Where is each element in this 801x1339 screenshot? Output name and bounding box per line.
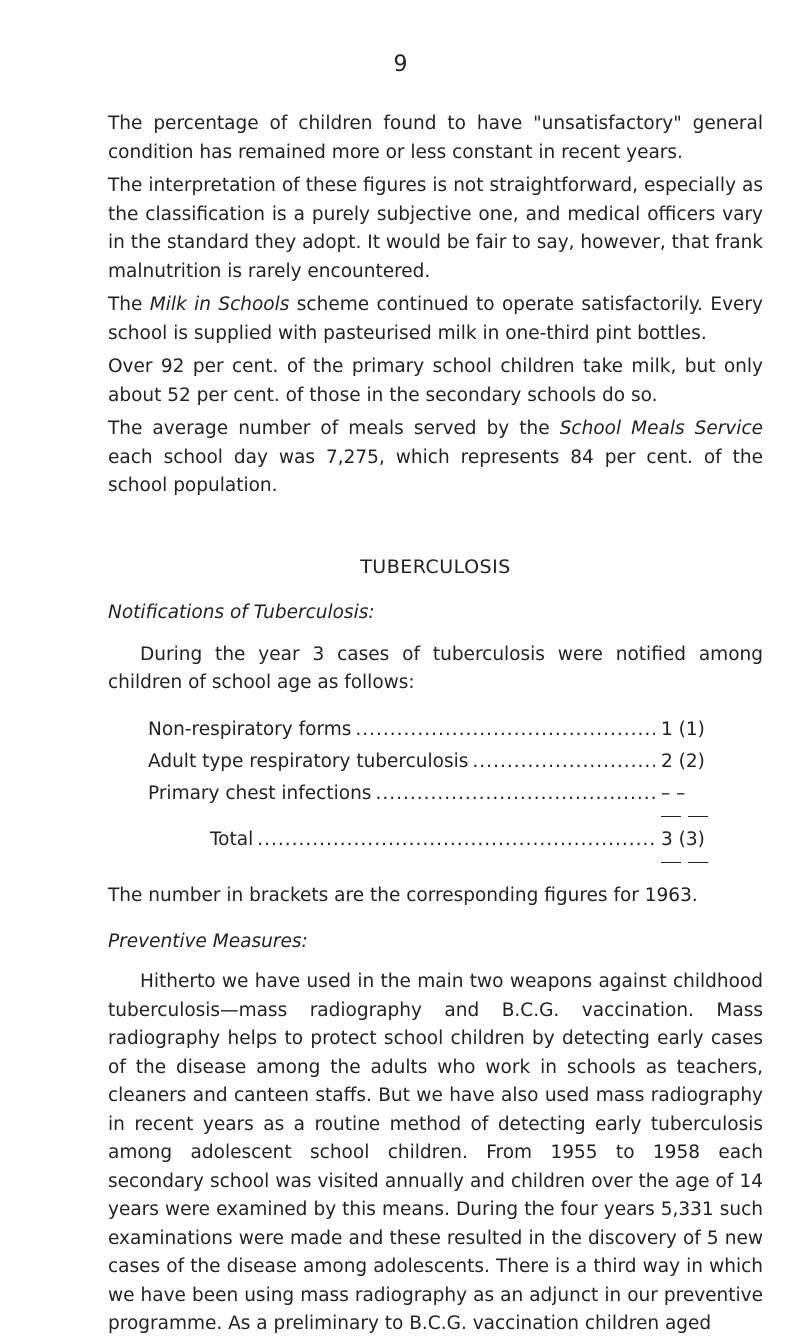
table-row <box>148 778 723 810</box>
meals-suffix: each school day was 7,275, which represents 84 per cent. of the school population. <box>108 446 763 496</box>
total-rule-bottom <box>148 856 723 870</box>
rule-line <box>688 816 708 817</box>
section-heading-tuberculosis: TUBERCULOSIS <box>360 555 511 578</box>
paragraph-brackets-note: The number in brackets are the corresponding figures for 1963. <box>108 884 698 906</box>
paragraph-notifications-intro: During the year 3 cases of tuberculosis were notified among children of school age as follows: <box>108 643 763 693</box>
row-value: 2 (2) <box>661 750 705 772</box>
table-row <box>148 746 723 778</box>
total-label: Total <box>210 828 254 850</box>
paragraph-milk-percent: Over 92 per cent. of the primary school children take milk, but only about 52 per cent. of those in the secondary schools do so. <box>108 356 763 406</box>
table-row <box>148 714 723 746</box>
dot-leader <box>257 824 655 856</box>
page-number: 9 <box>393 52 408 77</box>
row-value: 1 (1) <box>661 718 705 740</box>
dot-leader <box>375 778 655 810</box>
dot-leader <box>472 746 655 778</box>
paragraph-school-meals <box>108 415 763 501</box>
subheading-preventive-measures: Preventive Measures: <box>108 931 308 952</box>
row-value: – – <box>661 782 686 804</box>
rule-line <box>661 816 681 817</box>
meals-prefix: The average number of meals served by the <box>108 418 560 439</box>
paragraph-preventive-measures: Hitherto we have used in the main two weapons against childhood tuberculosis—mass radiography and B.C.G. vaccination. Mass radiography helps to protect school children by detecting early cases of the disease among the adults who work in schools as teachers, cleaners and canteen staffs. But we have also used mass radiography in recent years as a routine method of detecting early tuberculosis among adolescent school children. From 1955 to 1958 each secondary school was visited annually and children over the age of 14 years were examined by this means. During the four years 5,331 such examinations were made and these resulted in the discovery of 5 new cases of the disease among adolescents. There is a third way in which we have been using mass radiography as an adjunct in our preventive programme. As a preliminary to B.C.G. vaccination children aged <box>108 971 763 1334</box>
row-label: Adult type respiratory tuberculosis <box>148 750 469 772</box>
notifications-table <box>148 714 723 810</box>
paragraph-milk-scheme <box>108 291 763 348</box>
row-label: Primary chest infections <box>148 782 372 804</box>
notifications-total <box>148 824 723 856</box>
paragraph-interpretation: The interpretation of these figures is not straightforward, especially as the classification is a purely subjective one, and medical officers vary in the standard they adopt. It would be fair to say, however, that frank malnutrition is rarely encountered. <box>108 175 764 282</box>
rule-line <box>661 862 681 863</box>
total-value: 3 (3) <box>661 828 705 850</box>
rule-line <box>688 862 708 863</box>
paragraph-general-condition: The percentage of children found to have "unsatisfactory" general condition has remained more or less constant in recent years. <box>108 113 763 163</box>
milk-scheme-name: Milk in Schools <box>149 294 290 315</box>
total-rule-top <box>148 810 723 824</box>
subheading-notifications: Notifications of Tuberculosis: <box>108 601 375 623</box>
row-label: Non-respiratory forms <box>148 718 352 740</box>
meals-service-name: School Meals Service <box>559 418 763 439</box>
milk-prefix: The <box>108 294 150 315</box>
total-row <box>148 824 723 856</box>
page-body <box>108 110 763 1339</box>
dot-leader <box>355 714 655 746</box>
milk-suffix: scheme continued to operate satisfactorily. Every school is supplied with pasteurised milk in one-third pint bottles. <box>108 294 763 344</box>
